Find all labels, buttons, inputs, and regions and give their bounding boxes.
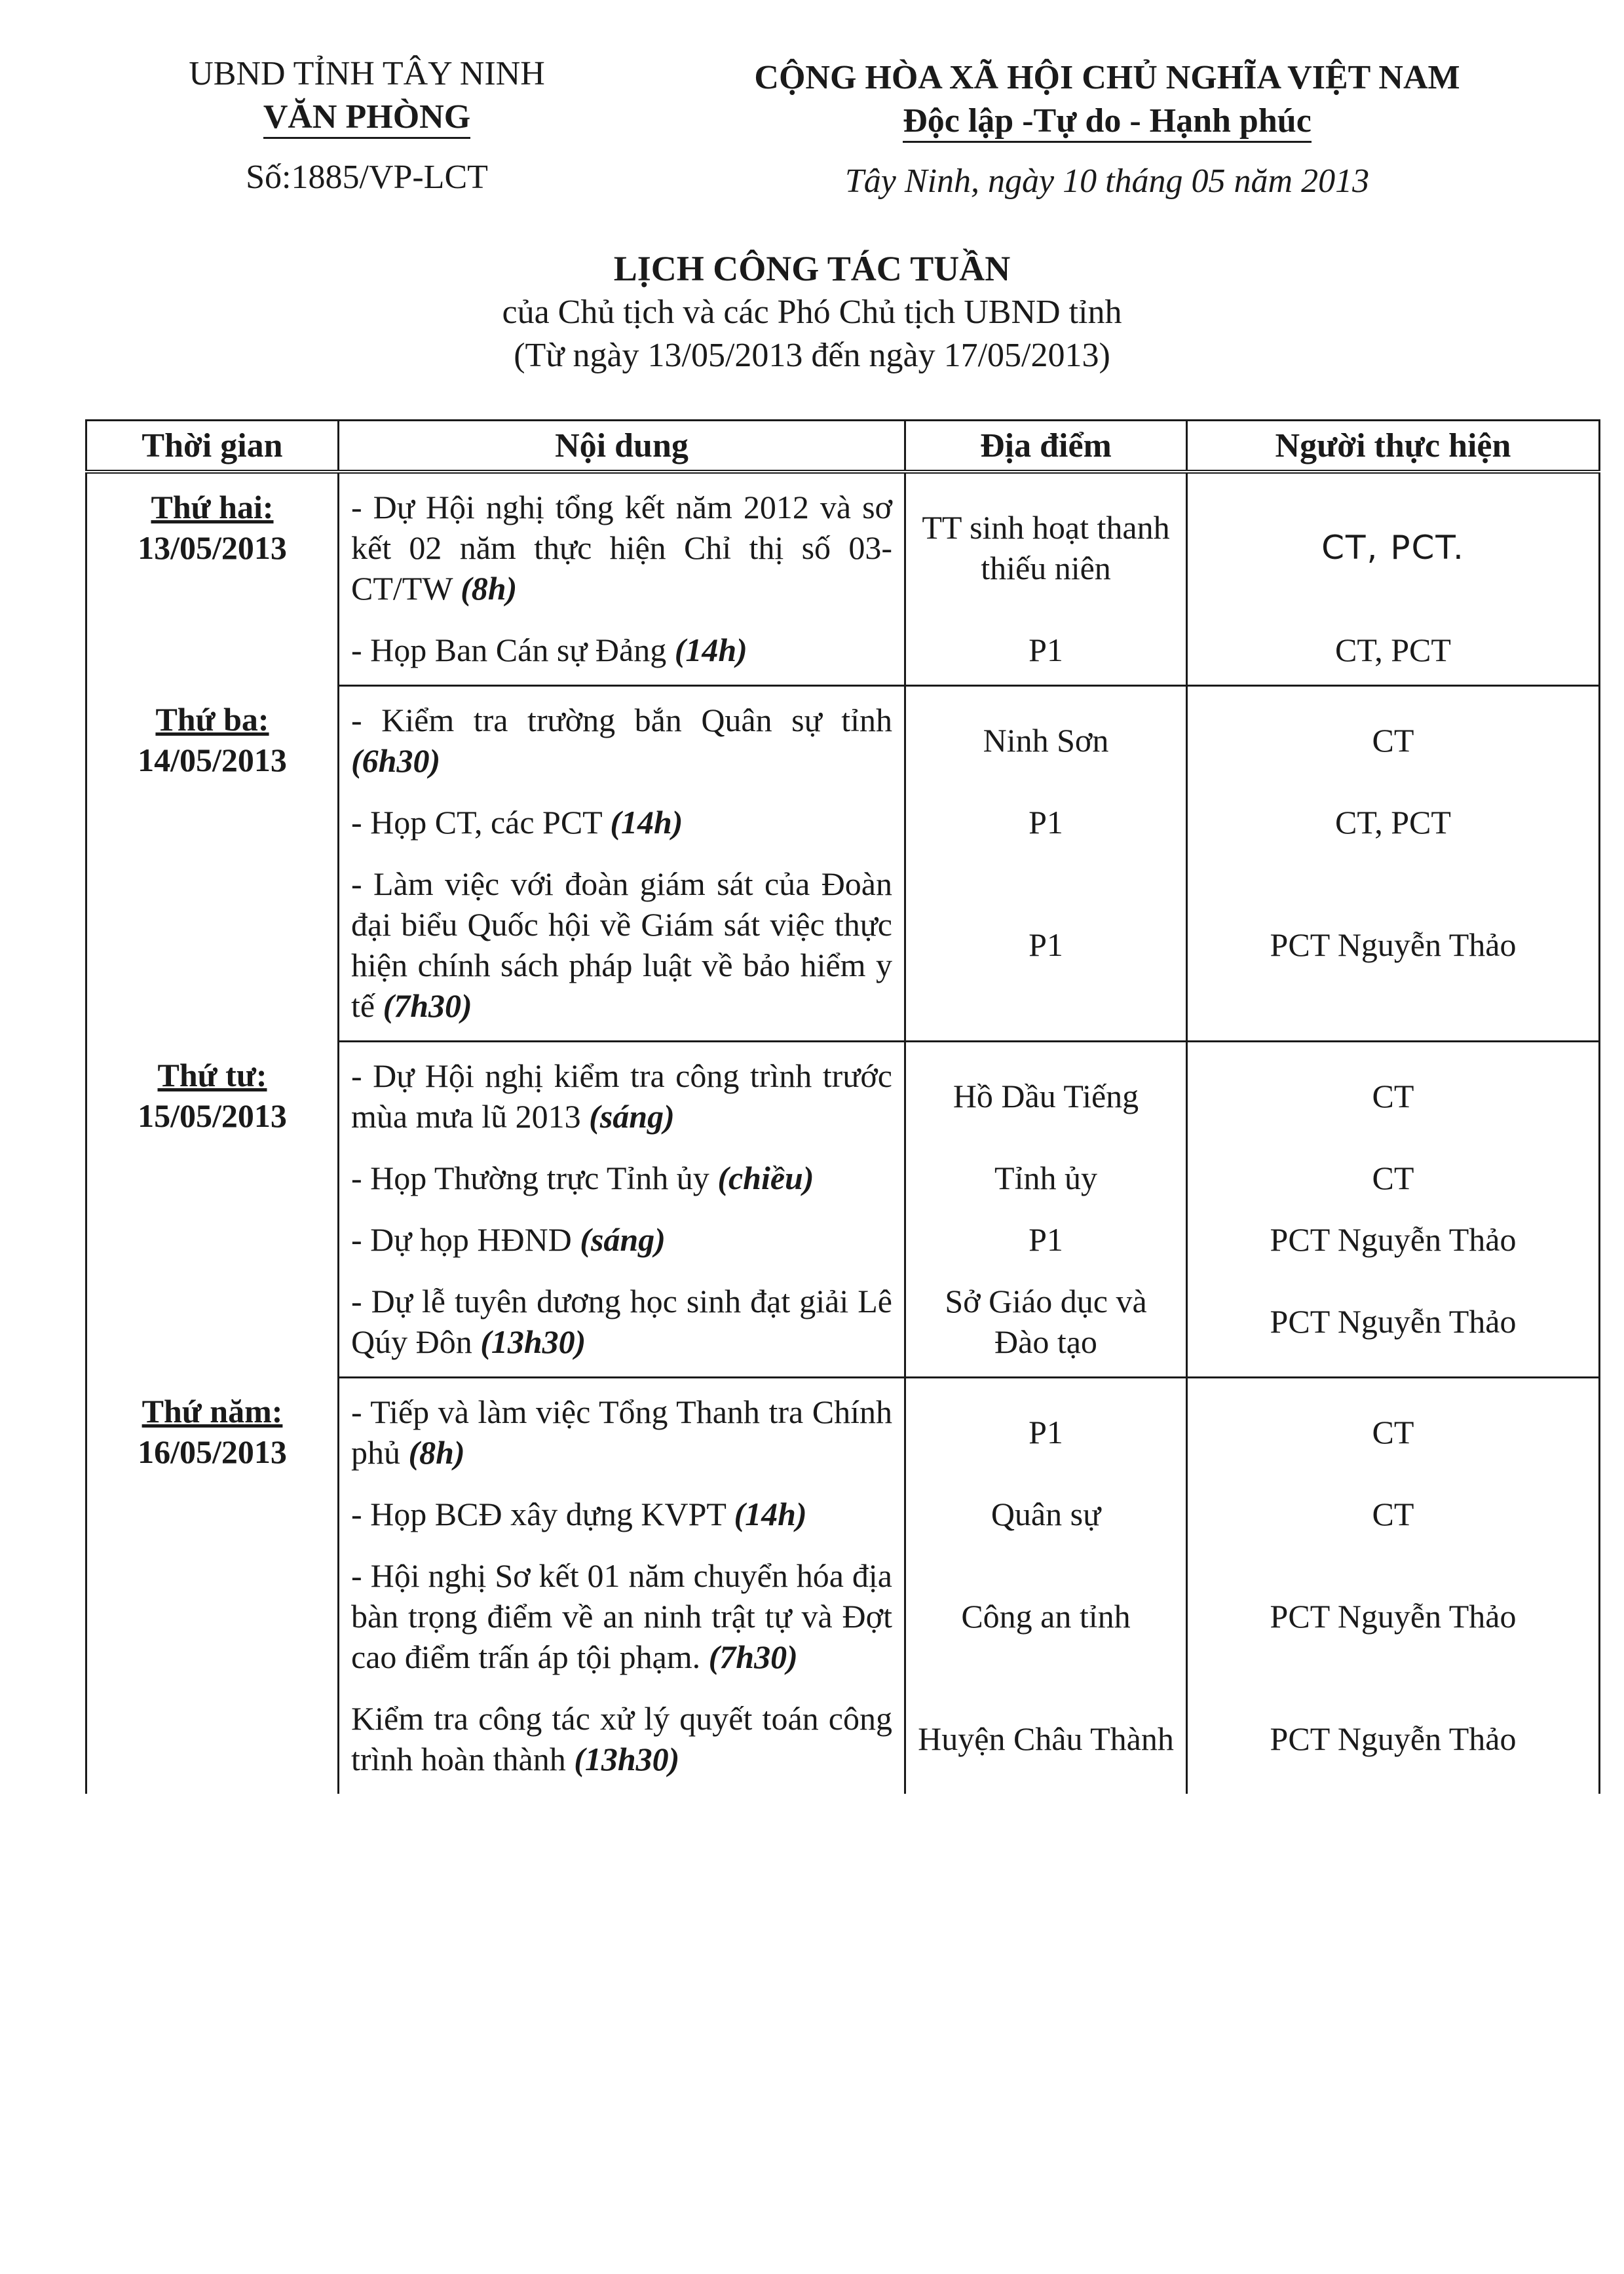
time-note: (14h): [610, 804, 683, 841]
content-cell: - Họp BCĐ xây dựng KVPT (14h): [339, 1483, 905, 1545]
person-cell: CT: [1187, 686, 1600, 792]
day-date: 14/05/2013: [138, 741, 287, 778]
day-date: 15/05/2013: [138, 1097, 287, 1134]
location-cell: P1: [905, 619, 1187, 686]
person-cell: CT: [1187, 1483, 1600, 1545]
content-cell: - Họp CT, các PCT (14h): [339, 791, 905, 853]
column-header-location: Địa điểm: [905, 421, 1187, 472]
day-name: Thứ ba:: [155, 700, 269, 738]
location-cell: Ninh Sơn: [905, 686, 1187, 792]
content-cell: Kiểm tra công tác xử lý quyết toán công trình hoàn thành (13h30): [339, 1688, 905, 1794]
day-cell: [86, 686, 339, 1042]
issuing-authority: UBND TỈNH TÂY NINH: [189, 55, 545, 92]
table-header-row: [86, 421, 1600, 472]
location-cell: P1: [905, 853, 1187, 1042]
person-cell: CT, PCT.: [1187, 472, 1600, 619]
time-note: (13h30): [574, 1741, 680, 1777]
national-header: [681, 56, 1533, 203]
content-cell: - Dự Hội nghị tổng kết năm 2012 và sơ kết 02 năm thực hiện Chỉ thị số 03-CT/TW (8h): [339, 472, 905, 619]
content-cell: - Họp Thường trực Tỉnh ủy (chiều): [339, 1147, 905, 1209]
time-note: (chiều): [717, 1160, 814, 1196]
location-cell: Sở Giáo dục và Đào tạo: [905, 1270, 1187, 1378]
time-note: (sáng): [580, 1221, 666, 1258]
time-note: (7h30): [383, 987, 472, 1024]
person-cell: PCT Nguyễn Thảo: [1187, 1209, 1600, 1270]
content-cell: - Kiểm tra trường bắn Quân sự tỉnh (6h30): [339, 686, 905, 792]
time-note: (14h): [734, 1496, 807, 1532]
day-date: 16/05/2013: [138, 1433, 287, 1470]
column-header-person: Người thực hiện: [1187, 421, 1600, 472]
content-cell: - Tiếp và làm việc Tổng Thanh tra Chính phủ (8h): [339, 1378, 905, 1484]
national-title: CỘNG HÒA XÃ HỘI CHỦ NGHĨA VIỆT NAM: [754, 59, 1460, 96]
person-cell: PCT Nguyễn Thảo: [1187, 1270, 1600, 1378]
day-name: Thứ hai:: [151, 489, 274, 525]
content-cell: - Dự lễ tuyên dương học sinh đạt giải Lê Qúy Đôn (13h30): [339, 1270, 905, 1378]
person-cell: CT, PCT: [1187, 619, 1600, 686]
location-cell: TT sinh hoạt thanh thiếu niên: [905, 472, 1187, 619]
content-cell: - Dự họp HĐND (sáng): [339, 1209, 905, 1270]
day-name: Thứ năm:: [142, 1392, 283, 1430]
document-number: Số:1885/VP-LCT: [246, 159, 488, 196]
person-cell: PCT Nguyễn Thảo: [1187, 1545, 1600, 1688]
location-cell: Tỉnh ủy: [905, 1147, 1187, 1209]
table-row: [86, 686, 1600, 792]
time-note: (14h): [674, 632, 747, 668]
column-header-time: Thời gian: [86, 421, 339, 472]
location-cell: Hồ Dầu Tiếng: [905, 1042, 1187, 1148]
day-cell: [86, 472, 339, 686]
issuer-block: [151, 52, 583, 199]
person-cell: CT: [1187, 1042, 1600, 1148]
day-name: Thứ tư:: [157, 1056, 267, 1093]
place-and-date: Tây Ninh, ngày 10 tháng 05 năm 2013: [844, 162, 1370, 200]
issuing-office: VĂN PHÒNG: [151, 96, 583, 139]
schedule-table: [85, 419, 1600, 1794]
date-range: (Từ ngày 13/05/2013 đến ngày 17/05/2013): [514, 337, 1110, 374]
content-cell: - Họp Ban Cán sự Đảng (14h): [339, 619, 905, 686]
national-motto: Độc lập -Tự do - Hạnh phúc: [681, 100, 1533, 143]
day-cell: [86, 1042, 339, 1378]
person-cell: CT: [1187, 1147, 1600, 1209]
table-row: [86, 472, 1600, 619]
person-cell: PCT Nguyễn Thảo: [1187, 853, 1600, 1042]
content-cell: - Làm việc với đoàn giám sát của Đoàn đại biểu Quốc hội về Giám sát việc thực hiện chính sách pháp luật về bảo hiểm y tế (7h30): [339, 853, 905, 1042]
document-title-block: [0, 246, 1624, 377]
table-row: [86, 1378, 1600, 1484]
time-note: (6h30): [351, 742, 441, 779]
time-note: (13h30): [480, 1323, 586, 1360]
document-title: LỊCH CÔNG TÁC TUẦN: [613, 249, 1011, 288]
location-cell: Công an tỉnh: [905, 1545, 1187, 1688]
location-cell: P1: [905, 791, 1187, 853]
location-cell: Quân sự: [905, 1483, 1187, 1545]
table-row: [86, 1042, 1600, 1148]
location-cell: P1: [905, 1209, 1187, 1270]
content-cell: - Dự Hội nghị kiểm tra công trình trước mùa mưa lũ 2013 (sáng): [339, 1042, 905, 1148]
document-subtitle: của Chủ tịch và các Phó Chủ tịch UBND tỉnh: [502, 294, 1122, 331]
person-cell: PCT Nguyễn Thảo: [1187, 1688, 1600, 1794]
location-cell: Huyện Châu Thành: [905, 1688, 1187, 1794]
time-note: (7h30): [708, 1639, 798, 1675]
day-date: 13/05/2013: [138, 529, 287, 566]
time-note: (8h): [408, 1434, 465, 1471]
time-note: (8h): [461, 570, 518, 607]
column-header-content: Nội dung: [339, 421, 905, 472]
person-cell: CT, PCT: [1187, 791, 1600, 853]
location-cell: P1: [905, 1378, 1187, 1484]
content-cell: - Hội nghị Sơ kết 01 năm chuyển hóa địa bàn trọng điểm về an ninh trật tự và Đợt cao điểm trấn áp tội phạm. (7h30): [339, 1545, 905, 1688]
person-cell: CT: [1187, 1378, 1600, 1484]
day-cell: [86, 1378, 339, 1794]
time-note: (sáng): [589, 1098, 675, 1135]
